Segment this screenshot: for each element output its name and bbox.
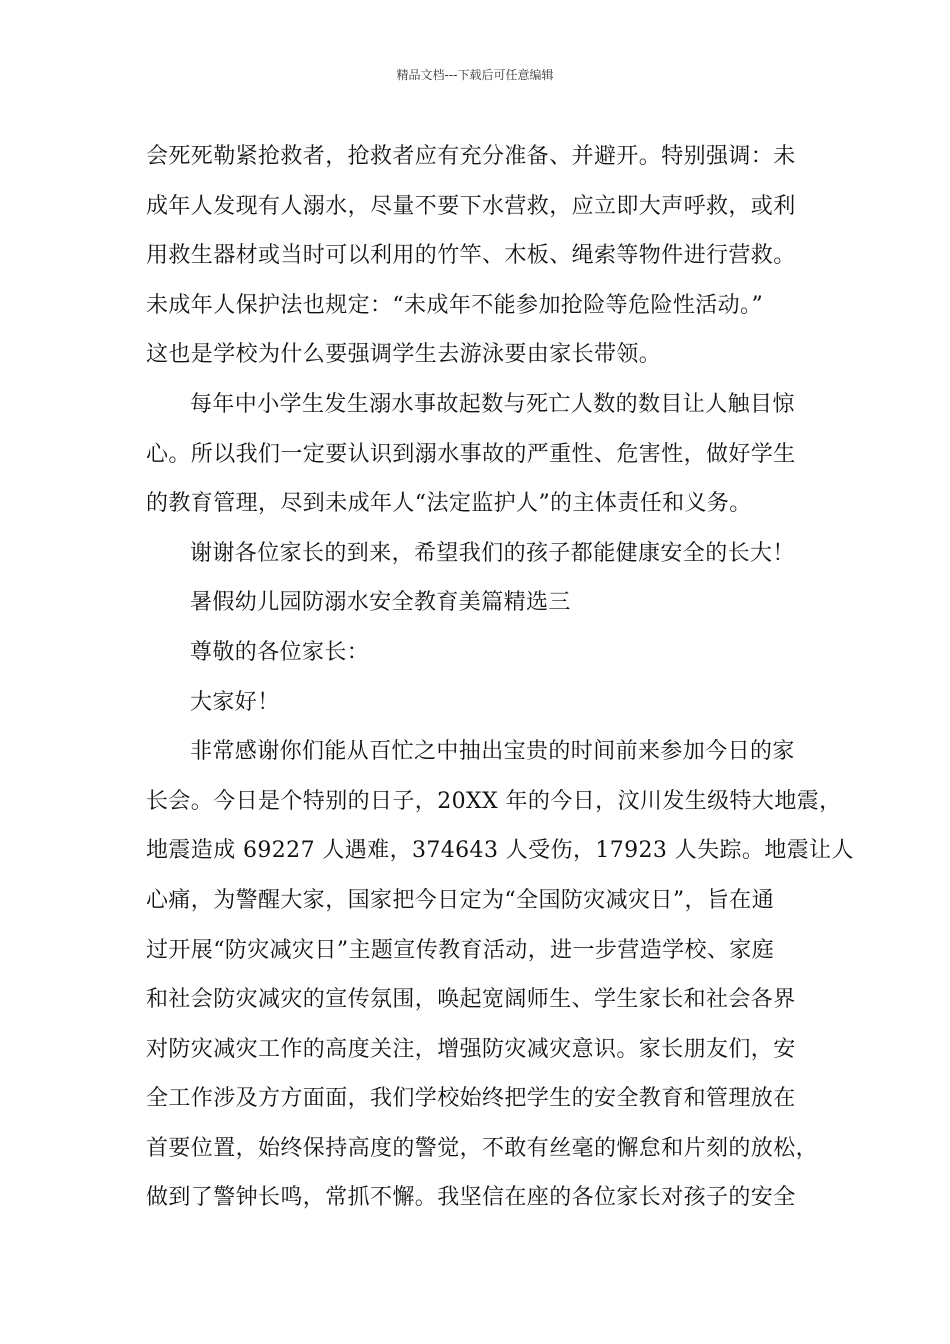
text-line: 和社会防灾减灾的宣传氛围，唤起宽阔师生、学生家长和社会各界 [146,987,796,1013]
text-line: 非常感谢你们能从百忙之中抽出宝贵的时间前来参加今日的家 [190,739,795,765]
page-header: 精品文档---下载后可任意编辑 [396,68,554,82]
text-line: 会死死勒紧抢救者，抢救者应有充分准备、并避开。特别强调：未 [146,144,796,169]
document-body [146,132,854,1223]
text-line: 成年人发现有人溺水，尽量不要下水营救，应立即大声呼救，或利 [146,193,796,219]
text-line: 尊敬的各位家长： [190,639,370,665]
text-line: 的教育管理，尽到未成年人“法定监护人”的主体责任和义务。 [146,491,752,517]
text-line: 长会。今日是个特别的日子，20XX 年的今日，汶川发生级特大地震， [146,788,842,814]
text-line: 用救生器材或当时可以利用的竹竿、木板、绳索等物件进行营救。 [146,243,796,269]
text-line: 对防灾减灾工作的高度关注，增强防灾减灾意识。家长朋友们，安 [146,1036,796,1062]
text-line: 这也是学校为什么要强调学生去游泳要由家长带领。 [146,342,662,368]
text-line: 首要位置，始终保持高度的警觉，不敢有丝毫的懈怠和片刻的放松， [146,1135,819,1161]
text-line: 做到了警钟长鸣，常抓不懈。我坚信在座的各位家长对孩子的安全 [146,1185,796,1211]
text-line: 心。所以我们一定要认识到溺水事故的严重性、危害性，做好学生 [146,441,796,467]
text-line: 每年中小学生发生溺水事故起数与死亡人数的数目让人触目惊 [190,391,795,417]
text-line: 全工作涉及方方面面，我们学校始终把学生的安全教育和管理放在 [146,1086,796,1112]
text-line: 暑假幼儿园防溺水安全教育美篇精选三 [190,590,571,616]
text-line: 未成年人保护法也规定：“未成年不能参加抢险等危险性活动。” [146,292,764,318]
text-line: 地震造成 69227 人遇难，374643 人受伤，17923 人失踪。地震让人 [146,838,854,864]
text-line: 心痛，为警醒大家，国家把今日定为“全国防灾减灾日”，旨在通 [146,887,775,913]
text-line: 过开展“防灾减灾日”主题宣传教育活动，进一步营造学校、家庭 [146,937,775,963]
text-line: 谢谢各位家长的到来，希望我们的孩子都能健康安全的长大！ [190,540,795,566]
text-line: 大家好！ [190,689,280,715]
